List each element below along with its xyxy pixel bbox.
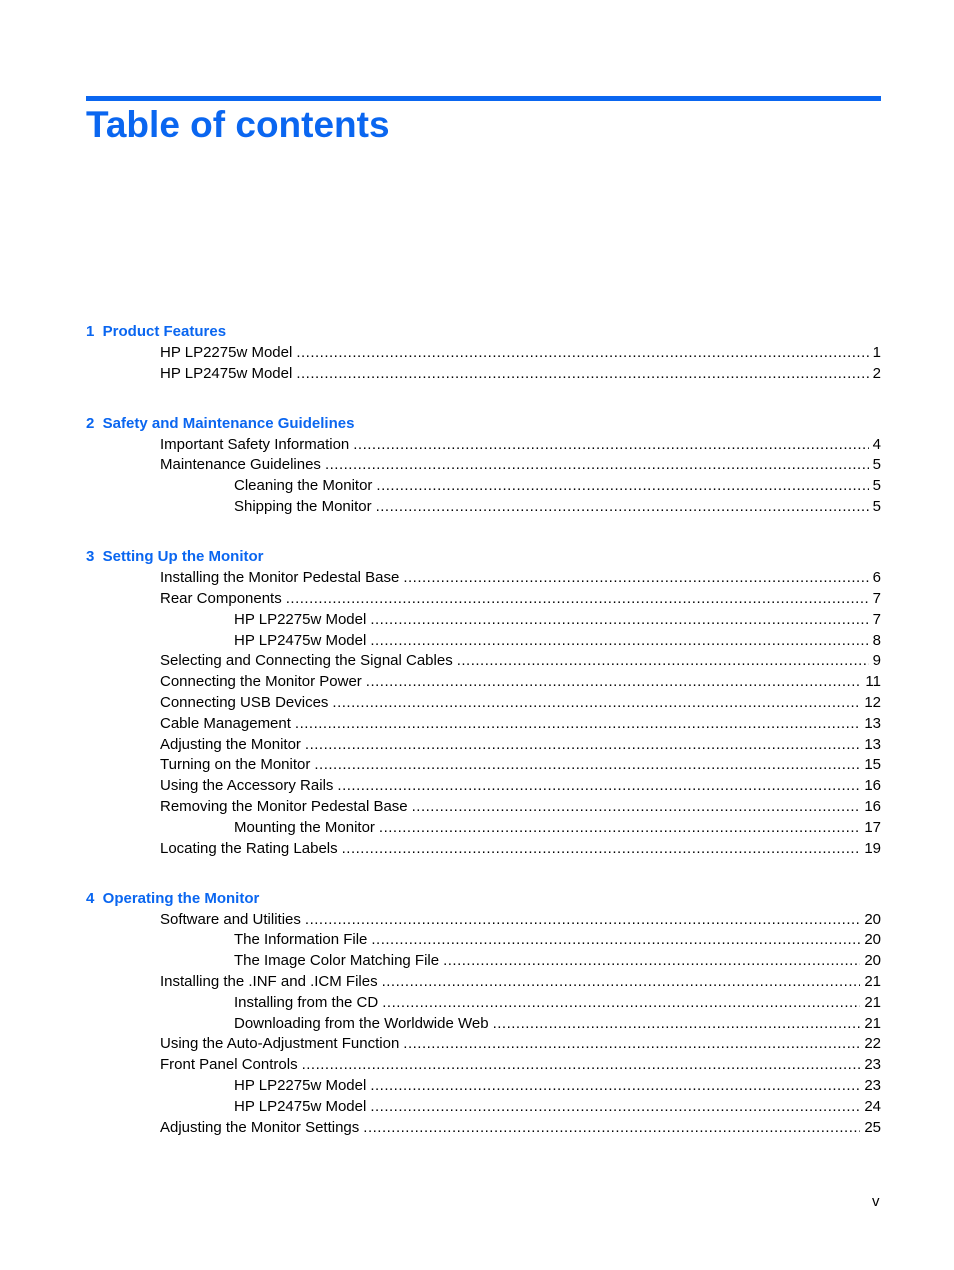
dot-leader bbox=[337, 776, 860, 797]
toc-entry-page: 23 bbox=[864, 1056, 881, 1074]
toc-entry-link[interactable] bbox=[86, 610, 881, 631]
toc-entry-link[interactable] bbox=[86, 714, 881, 735]
toc-entry-page: 13 bbox=[864, 735, 881, 753]
toc-entry-page: 5 bbox=[872, 477, 881, 495]
dot-leader bbox=[403, 1034, 860, 1055]
dot-leader bbox=[325, 455, 869, 476]
toc-entry-page: 11 bbox=[865, 673, 881, 691]
dot-leader bbox=[363, 1118, 860, 1139]
toc-entry-link[interactable] bbox=[86, 839, 881, 860]
toc-entry-link[interactable] bbox=[86, 818, 881, 839]
toc-entry-title: HP LP2275w Model bbox=[234, 610, 367, 628]
toc-entry-link[interactable] bbox=[86, 455, 881, 476]
toc-entry-title: Mounting the Monitor bbox=[234, 818, 375, 836]
dot-leader bbox=[457, 651, 869, 672]
toc-entry-link[interactable] bbox=[86, 672, 881, 693]
toc-entry-title: Connecting USB Devices bbox=[160, 693, 329, 711]
toc-entry-title: HP LP2275w Model bbox=[234, 1077, 367, 1094]
toc-entry-link[interactable] bbox=[86, 1014, 881, 1035]
toc-entry-page: 4 bbox=[872, 435, 881, 453]
toc-entry-page: 15 bbox=[864, 756, 881, 774]
toc-entry-page: 7 bbox=[872, 610, 881, 628]
toc-entry-page: 24 bbox=[864, 1097, 881, 1115]
toc-entry-page: 17 bbox=[864, 818, 881, 836]
dot-leader bbox=[443, 951, 860, 972]
dot-leader bbox=[353, 435, 868, 456]
toc-entry-link[interactable] bbox=[86, 930, 881, 951]
toc-entry-page: 22 bbox=[864, 1035, 881, 1053]
toc-entry-title: Installing the .INF and .ICM Files bbox=[160, 973, 378, 991]
toc-entry-link[interactable] bbox=[86, 1097, 881, 1118]
toc-entry-title: Selecting and Connecting the Signal Cables bbox=[160, 652, 453, 670]
toc-entry-page: 25 bbox=[864, 1118, 881, 1136]
toc-entry-link[interactable] bbox=[86, 476, 881, 497]
toc-entry-link[interactable] bbox=[86, 568, 881, 589]
toc-entry-link[interactable] bbox=[86, 910, 881, 931]
dot-leader bbox=[370, 1097, 860, 1118]
toc-entry-page: 5 bbox=[872, 498, 881, 516]
toc-entry-page: 23 bbox=[864, 1077, 881, 1094]
toc-entry-page: 21 bbox=[864, 993, 881, 1011]
toc-entry-link[interactable] bbox=[86, 972, 881, 993]
toc-entry-title: HP LP2475w Model bbox=[234, 631, 367, 649]
dot-leader bbox=[376, 497, 869, 518]
dot-leader bbox=[342, 839, 861, 860]
dot-leader bbox=[382, 993, 860, 1014]
toc-entry-link[interactable] bbox=[86, 651, 881, 672]
chapter-heading-link[interactable]: 1 Product Features bbox=[86, 323, 227, 340]
toc-entry-link[interactable] bbox=[86, 797, 881, 818]
dot-leader bbox=[295, 714, 860, 735]
chapter-heading-link[interactable]: 4 Operating the Monitor bbox=[86, 889, 260, 907]
toc-entry-page: 16 bbox=[864, 797, 881, 815]
toc-entry-title: Locating the Rating Labels bbox=[160, 839, 338, 857]
toc-entry-link[interactable] bbox=[86, 364, 881, 385]
table-of-contents bbox=[0, 322, 954, 1168]
toc-entry-page: 6 bbox=[872, 569, 881, 587]
toc-entry-title: The Information File bbox=[234, 931, 368, 949]
page-title: Table of contents bbox=[86, 104, 390, 145]
toc-entry-title: Software and Utilities bbox=[160, 910, 301, 928]
toc-entry-link[interactable] bbox=[86, 1118, 881, 1139]
toc-entry-title: Installing from the CD bbox=[234, 993, 379, 1011]
dot-leader bbox=[305, 735, 860, 756]
dot-leader bbox=[370, 631, 868, 652]
chapter-heading-link[interactable]: 2 Safety and Maintenance Guidelines bbox=[86, 414, 355, 432]
chapter-block bbox=[0, 547, 954, 859]
toc-entry-link[interactable] bbox=[86, 343, 881, 364]
toc-entry-title: Installing the Monitor Pedestal Base bbox=[160, 569, 400, 587]
toc-entry-link[interactable] bbox=[86, 497, 881, 518]
dot-leader bbox=[382, 972, 861, 993]
toc-entry-page: 21 bbox=[864, 973, 881, 991]
page-number: v bbox=[872, 1193, 880, 1210]
dot-leader bbox=[370, 1076, 860, 1097]
toc-entry-title: Maintenance Guidelines bbox=[160, 456, 321, 474]
toc-entry-title: Downloading from the Worldwide Web bbox=[234, 1014, 489, 1032]
toc-entry-link[interactable] bbox=[86, 776, 881, 797]
dot-leader bbox=[412, 797, 861, 818]
toc-entry-link[interactable] bbox=[86, 631, 881, 652]
toc-entry-link[interactable] bbox=[86, 693, 881, 714]
toc-entry-title: HP LP2275w Model bbox=[160, 343, 293, 361]
toc-entry-title: Rear Components bbox=[160, 589, 282, 607]
toc-entry-title: Cleaning the Monitor bbox=[234, 477, 373, 495]
toc-entry-page: 8 bbox=[872, 631, 881, 649]
toc-entry-title: Connecting the Monitor Power bbox=[160, 673, 362, 691]
toc-entry-title: Using the Accessory Rails bbox=[160, 777, 334, 795]
chapter-block bbox=[0, 889, 954, 1139]
toc-entry-page: 20 bbox=[864, 931, 881, 949]
dot-leader bbox=[296, 343, 868, 364]
toc-entry-title: HP LP2475w Model bbox=[160, 364, 293, 382]
toc-entry-title: Front Panel Controls bbox=[160, 1056, 298, 1074]
chapter-heading-link[interactable]: 3 Setting Up the Monitor bbox=[86, 548, 264, 566]
dot-leader bbox=[371, 930, 860, 951]
toc-entry-title: Cable Management bbox=[160, 714, 291, 732]
toc-entry-title: Using the Auto-Adjustment Function bbox=[160, 1035, 400, 1053]
toc-entry-title: Turning on the Monitor bbox=[160, 756, 311, 774]
toc-entry-title: Adjusting the Monitor bbox=[160, 735, 301, 753]
toc-entry-page: 2 bbox=[872, 364, 881, 382]
toc-entry-link[interactable] bbox=[86, 589, 881, 610]
dot-leader bbox=[305, 910, 860, 931]
dot-leader bbox=[376, 476, 868, 497]
toc-entry-page: 20 bbox=[864, 952, 881, 970]
toc-entry-page: 20 bbox=[864, 910, 881, 928]
toc-entry-page: 1 bbox=[872, 343, 881, 361]
toc-entry-link[interactable] bbox=[86, 755, 881, 776]
toc-entry-title: Removing the Monitor Pedestal Base bbox=[160, 797, 408, 815]
toc-entry-link[interactable] bbox=[86, 993, 881, 1014]
dot-leader bbox=[366, 672, 862, 693]
toc-entry-page: 16 bbox=[864, 777, 881, 795]
dot-leader bbox=[493, 1014, 861, 1035]
dot-leader bbox=[286, 589, 869, 610]
toc-entry-page: 5 bbox=[872, 456, 881, 474]
toc-entry-page: 12 bbox=[864, 693, 881, 711]
chapter-block bbox=[0, 414, 954, 518]
toc-entry-title: Adjusting the Monitor Settings bbox=[160, 1118, 360, 1136]
toc-entry-page: 13 bbox=[864, 714, 881, 732]
toc-entry-link[interactable] bbox=[86, 1076, 881, 1097]
dot-leader bbox=[332, 693, 860, 714]
dot-leader bbox=[370, 610, 868, 631]
chapter-block bbox=[0, 322, 954, 384]
toc-entry-page: 21 bbox=[864, 1014, 881, 1032]
toc-entry-page: 9 bbox=[872, 652, 881, 670]
toc-entry-page: 7 bbox=[872, 589, 881, 607]
toc-entry-title: Shipping the Monitor bbox=[234, 498, 372, 516]
toc-entry-link[interactable] bbox=[86, 951, 881, 972]
dot-leader bbox=[296, 364, 868, 385]
dot-leader bbox=[302, 1055, 861, 1076]
toc-entry-page: 19 bbox=[864, 839, 881, 857]
toc-entry-link[interactable] bbox=[86, 1055, 881, 1076]
toc-entry-title: Important Safety Information bbox=[160, 435, 350, 453]
dot-leader bbox=[314, 755, 860, 776]
toc-entry-link[interactable] bbox=[86, 1034, 881, 1055]
toc-entry-link[interactable] bbox=[86, 435, 881, 456]
dot-leader bbox=[379, 818, 860, 839]
toc-entry-title: HP LP2475w Model bbox=[234, 1097, 367, 1115]
toc-entry-link[interactable] bbox=[86, 735, 881, 756]
toc-entry-title: The Image Color Matching File bbox=[234, 952, 440, 970]
dot-leader bbox=[403, 568, 868, 589]
